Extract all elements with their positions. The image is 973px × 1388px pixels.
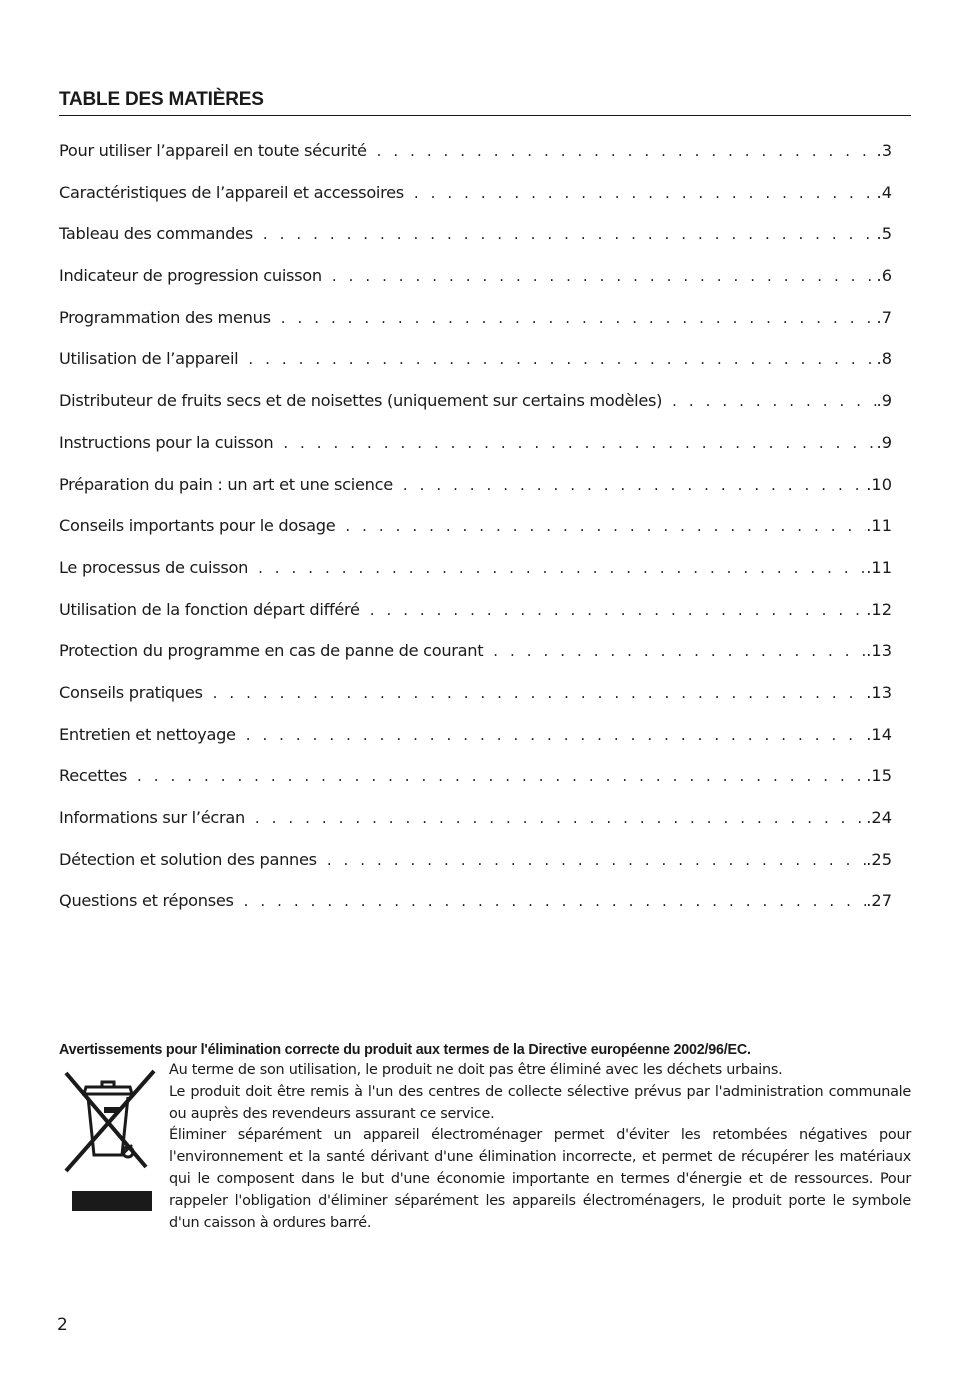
toc-entry-page: .12	[866, 597, 892, 623]
toc-entry-page: .9	[877, 388, 892, 414]
toc-entry-page: .7	[877, 305, 892, 331]
toc-entry-page: .13	[866, 638, 892, 664]
toc-entry-label: Entretien et nettoyage	[59, 722, 246, 748]
toc-entry-label: Préparation du pain : un art et une science	[59, 472, 403, 498]
toc-entry[interactable]	[59, 388, 892, 430]
toc-entry-label: Distributeur de fruits secs et de noisettes (uniquement sur certains modèles)	[59, 388, 672, 414]
weee-heading: Avertissements pour l'élimination correcte du produit aux termes de la Directive européenne 2002/96/EC.	[59, 1042, 751, 1058]
toc-entry-label: Conseils pratiques	[59, 680, 213, 706]
toc-entry[interactable]	[59, 805, 892, 847]
toc-entry-label: Utilisation de l’appareil	[59, 346, 248, 372]
toc-leader-dots	[248, 346, 876, 372]
toc-entry-label: Instructions pour la cuisson	[59, 430, 283, 456]
toc-entry-label: Utilisation de la fonction départ différé	[59, 597, 370, 623]
toc-leader-dots	[672, 388, 876, 414]
toc-entry[interactable]	[59, 305, 892, 347]
toc-leader-dots	[246, 722, 867, 748]
toc-leader-dots	[403, 472, 866, 498]
toc-leader-dots	[258, 555, 866, 581]
weee-paragraph: Éliminer séparément un appareil électroménager permet d'éviter les retombées négatives pour l'environnement et la santé dérivant d'une élimination incorrecte, et permet de récupérer les matériaux qui le composent dans le but d'une économie importante en termes d'énergie et de ressources. Pour rappeler l'obligation d'éliminer séparément les appareils électroménagers, le produit porte le symbole d'un caisson à ordures barré.	[169, 1127, 911, 1231]
toc-leader-dots	[332, 263, 877, 289]
toc-title: TABLE DES MATIÈRES	[59, 88, 911, 116]
toc-entry-page: .5	[877, 221, 892, 247]
crossed-out-wheelie-bin-icon	[60, 1067, 160, 1215]
toc-entry-label: Caractéristiques de l’appareil et accessoires	[59, 180, 414, 206]
weee-body	[169, 1060, 911, 1234]
toc-leader-dots	[345, 513, 866, 539]
toc-entry-label: Informations sur l’écran	[59, 805, 255, 831]
toc-entry-page: .11	[866, 555, 892, 581]
toc-leader-dots	[281, 305, 877, 331]
toc-entry-page: .15	[866, 763, 892, 789]
toc-entry-label: Tableau des commandes	[59, 221, 263, 247]
toc-entry-page: .24	[866, 805, 892, 831]
toc-entry[interactable]	[59, 680, 892, 722]
toc-leader-dots	[414, 180, 877, 206]
toc-leader-dots	[493, 638, 866, 664]
toc-entry-label: Pour utiliser l’appareil en toute sécurité	[59, 138, 377, 164]
toc-entry-page: .10	[866, 472, 892, 498]
toc-leader-dots	[283, 430, 876, 456]
toc-entry[interactable]	[59, 221, 892, 263]
toc-leader-dots	[263, 221, 877, 247]
toc-entry[interactable]	[59, 346, 892, 388]
toc-entry-label: Recettes	[59, 763, 137, 789]
toc-entry[interactable]	[59, 888, 892, 930]
toc-entry-label: Indicateur de progression cuisson	[59, 263, 332, 289]
toc-entry-label: Programmation des menus	[59, 305, 281, 331]
toc-entry-label: Questions et réponses	[59, 888, 244, 914]
toc-leader-dots	[377, 138, 877, 164]
page-number: 2	[57, 1315, 68, 1335]
toc-entry[interactable]	[59, 638, 892, 680]
toc-leader-dots	[370, 597, 867, 623]
toc-entry[interactable]	[59, 555, 892, 597]
toc-leader-dots	[213, 680, 867, 706]
toc-entry[interactable]	[59, 597, 892, 639]
toc-entry[interactable]	[59, 263, 892, 305]
toc-entry-page: .9	[877, 430, 892, 456]
toc-leader-dots	[137, 763, 866, 789]
toc-entry-label: Conseils importants pour le dosage	[59, 513, 345, 539]
toc-entry-label: Protection du programme en cas de panne de courant	[59, 638, 493, 664]
table-of-contents	[59, 138, 892, 930]
toc-entry-page: .14	[866, 722, 892, 748]
toc-entry-label: Détection et solution des pannes	[59, 847, 327, 873]
toc-entry-page: .13	[866, 680, 892, 706]
toc-entry-page: .11	[866, 513, 892, 539]
toc-entry-page: .8	[877, 346, 892, 372]
toc-leader-dots	[327, 847, 866, 873]
weee-paragraph: Le produit doit être remis à l'un des centres de collecte sélective prévus par l'administration communale ou auprès des revendeurs assurant ce service.	[169, 1083, 911, 1122]
toc-entry-page: .25	[866, 847, 892, 873]
toc-entry[interactable]	[59, 847, 892, 889]
toc-entry-page: .4	[877, 180, 892, 206]
toc-entry[interactable]	[59, 472, 892, 514]
toc-entry-page: .6	[877, 263, 892, 289]
toc-entry[interactable]	[59, 138, 892, 180]
toc-entry[interactable]	[59, 513, 892, 555]
toc-entry[interactable]	[59, 430, 892, 472]
toc-leader-dots	[244, 888, 867, 914]
toc-entry[interactable]	[59, 763, 892, 805]
toc-entry[interactable]	[59, 180, 892, 222]
toc-entry-page: .3	[877, 138, 892, 164]
toc-entry-label: Le processus de cuisson	[59, 555, 258, 581]
weee-paragraph: Au terme de son utilisation, le produit ne doit pas être éliminé avec les déchets urbains.	[169, 1062, 783, 1078]
toc-entry-page: .27	[866, 888, 892, 914]
toc-leader-dots	[255, 805, 866, 831]
toc-entry[interactable]	[59, 722, 892, 764]
